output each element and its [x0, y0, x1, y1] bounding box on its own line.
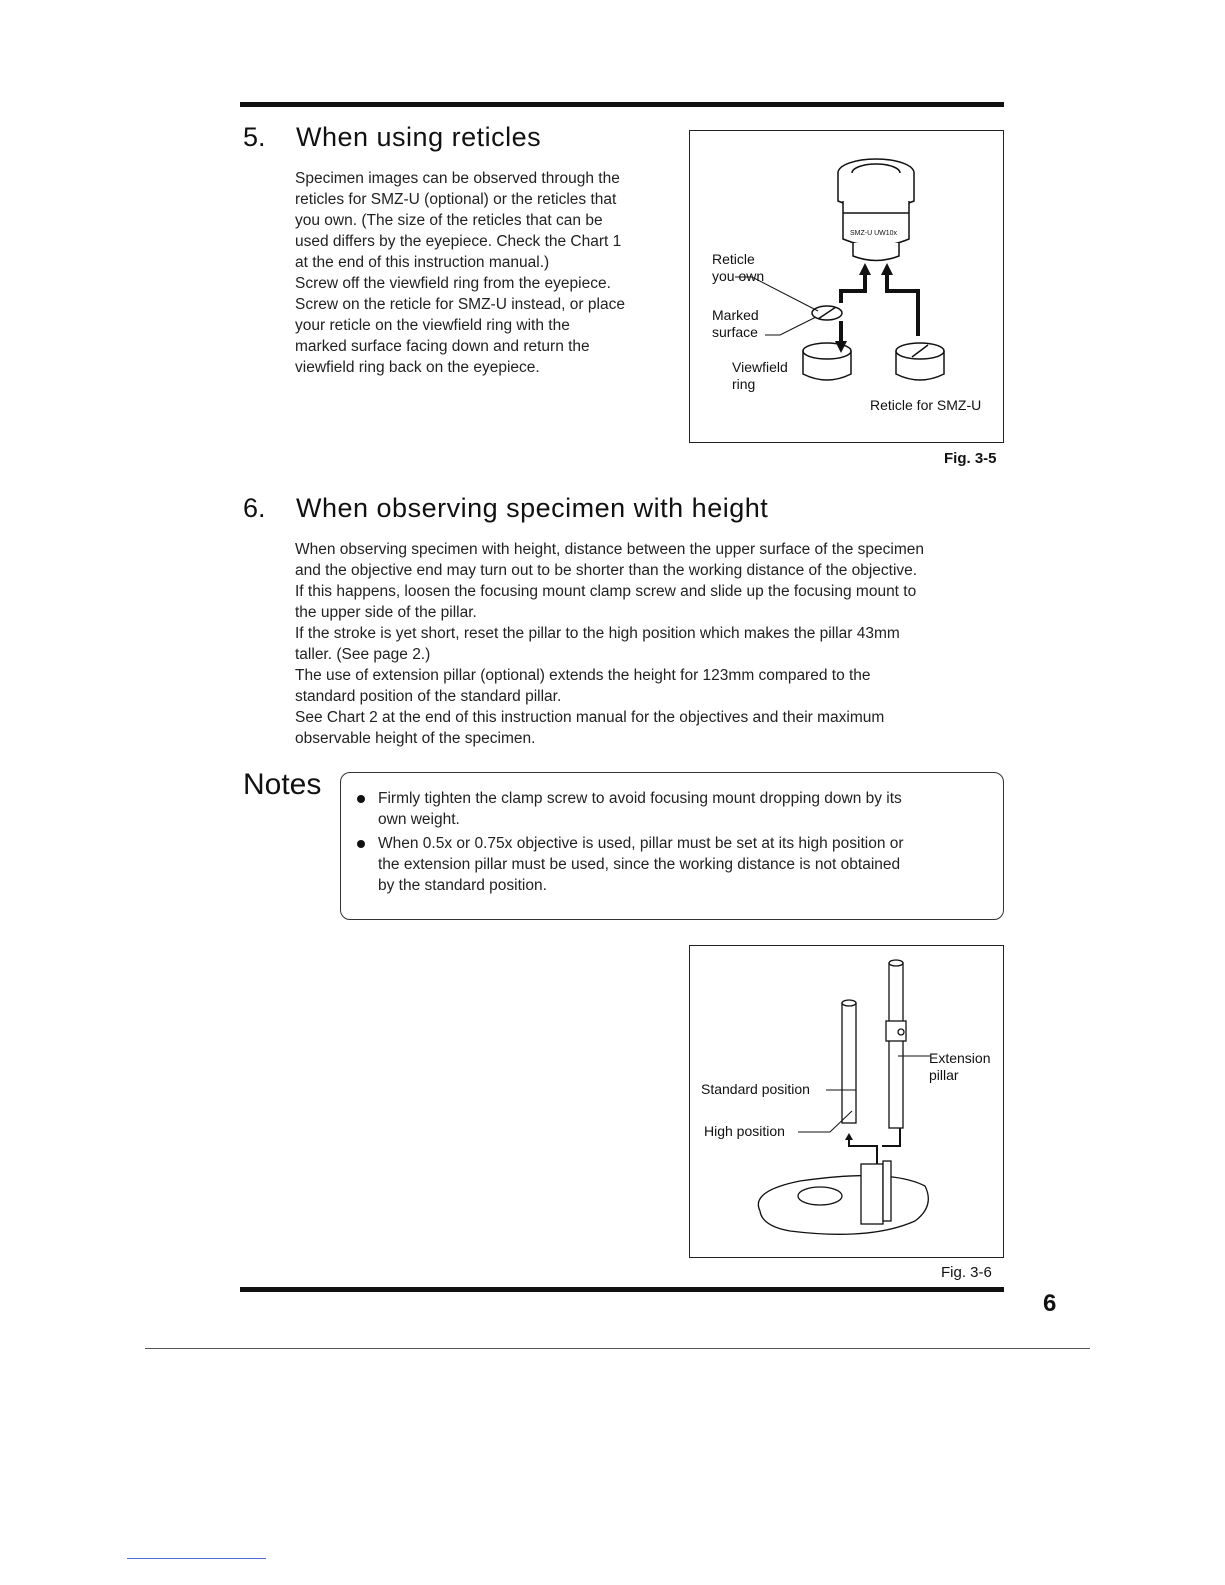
bottom-rule [240, 1287, 1004, 1292]
section-5-number: 5. [243, 122, 266, 152]
label-line: Reticle [712, 251, 755, 267]
note-item [355, 788, 985, 830]
label-line: Viewfield [732, 359, 788, 375]
text-line: If the stroke is yet short, reset the pillar to the high position which makes the pillar 43mm [295, 625, 900, 642]
eyepiece-marking: SMZ-U UW10x [850, 230, 898, 237]
text-line: Screw on the reticle for SMZ-U instead, or place [295, 296, 625, 313]
section-6-number: 6. [243, 493, 266, 523]
label-line: Marked [712, 307, 759, 323]
section-6-title: When observing specimen with height [296, 493, 769, 523]
text-line: See Chart 2 at the end of this instruction manual for the objectives and their maximum [295, 709, 885, 726]
pillar-illustration [690, 946, 1003, 1257]
label-line: ring [732, 376, 756, 392]
link-underline [127, 1558, 266, 1559]
label-viewfield-ring [732, 359, 788, 393]
eyepiece-reticle-illustration [690, 131, 1003, 442]
label-line: pillar [929, 1067, 959, 1083]
text-line: at the end of this instruction manual.) [295, 254, 550, 271]
text-line: and the objective end may turn out to be shorter than the working distance of the objective. [295, 562, 918, 579]
figure-3-5-caption: Fig. 3-5 [944, 450, 997, 467]
text-line: used differs by the eyepiece. Check the Chart 1 [295, 233, 622, 250]
text-line: Specimen images can be observed through the [295, 170, 620, 187]
label-line: Extension [929, 1050, 991, 1066]
figure-3-6 [689, 945, 1004, 1258]
note-item [355, 833, 985, 896]
note-line: Firmly tighten the clamp screw to avoid focusing mount dropping down by its [378, 790, 902, 807]
note-line: When 0.5x or 0.75x objective is used, pillar must be set at its high position or [378, 835, 904, 852]
text-line: reticles for SMZ-U (optional) or the reticles that [295, 191, 617, 208]
bullet-icon [357, 840, 365, 848]
text-line: If this happens, loosen the focusing mount clamp screw and slide up the focusing mount to [295, 583, 917, 600]
text-line: marked surface facing down and return the [295, 338, 590, 355]
text-line: standard position of the standard pillar. [295, 688, 562, 705]
label-extension-pillar [929, 1050, 990, 1084]
scan-edge-line [145, 1348, 1090, 1349]
text-line: Screw off the viewfield ring from the eyepiece. [295, 275, 611, 292]
text-line: the upper side of the pillar. [295, 604, 477, 621]
label-high-position: High position [704, 1123, 785, 1139]
text-line: observable height of the specimen. [295, 730, 536, 747]
text-line: taller. (See page 2.) [295, 646, 431, 663]
text-line: viewfield ring back on the eyepiece. [295, 359, 540, 376]
text-line: your reticle on the viewfield ring with the [295, 317, 570, 334]
section-5-title: When using reticles [296, 122, 542, 152]
notes-list [355, 788, 985, 899]
note-line: own weight. [378, 811, 460, 828]
figure-3-6-caption: Fig. 3-6 [941, 1264, 992, 1281]
section-5-body [295, 168, 685, 378]
label-standard-position: Standard position [701, 1081, 810, 1097]
label-reticle-for-smz-u: Reticle for SMZ-U [870, 397, 982, 413]
note-line: by the standard position. [378, 877, 547, 894]
text-line: When observing specimen with height, distance between the upper surface of the specimen [295, 541, 924, 558]
label-reticle-you-own [712, 251, 764, 285]
section-6-body [295, 539, 1015, 749]
text-line: you own. (The size of the reticles that can be [295, 212, 603, 229]
label-marked-surface [712, 307, 759, 341]
top-rule [240, 102, 1004, 107]
note-line: the extension pillar must be used, since the working distance is not obtained [378, 856, 901, 873]
bullet-icon [357, 795, 365, 803]
figure-3-5 [689, 130, 1004, 443]
notes-title: Notes [243, 768, 322, 801]
label-line: surface [712, 324, 758, 340]
page-number: 6 [1043, 1290, 1057, 1317]
text-line: The use of extension pillar (optional) extends the height for 123mm compared to the [295, 667, 871, 684]
label-line: you own [712, 268, 765, 284]
